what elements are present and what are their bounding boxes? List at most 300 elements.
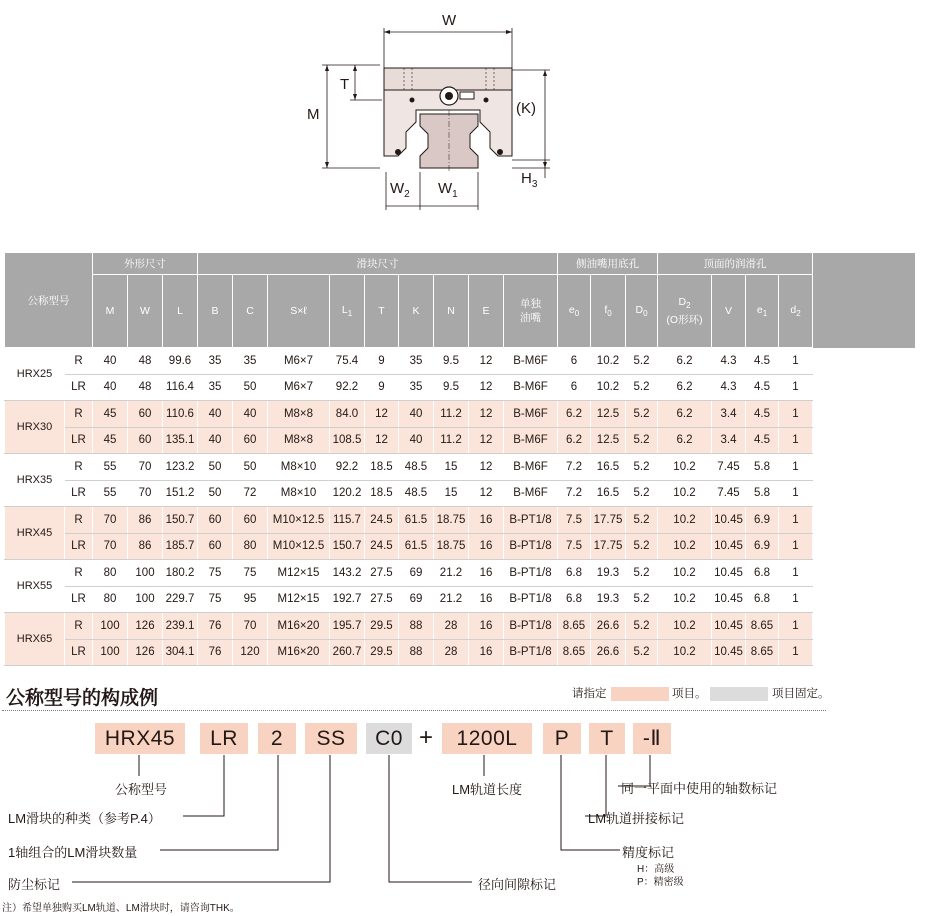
- column-header: $e_1$: [746, 275, 779, 348]
- label-joint: LM轨道拼接标记: [588, 811, 685, 826]
- table-cell: 75: [233, 560, 268, 587]
- table-cell: 70: [93, 507, 128, 534]
- table-cell: 192.7: [330, 586, 365, 613]
- table-cell: 29.5: [365, 613, 399, 640]
- table-cell: 116.4: [163, 374, 198, 401]
- table-cell: B-PT1/8: [504, 613, 558, 640]
- table-cell: 70: [93, 533, 128, 560]
- table-cell: 72: [233, 480, 268, 507]
- table-cell: 1: [779, 427, 813, 454]
- table-cell: 108.5: [330, 427, 365, 454]
- table-cell: 12: [469, 480, 504, 507]
- table-cell: 12.5: [591, 401, 626, 428]
- table-cell: 15: [434, 454, 469, 481]
- table-cell: 16.5: [591, 454, 626, 481]
- table-cell: 5.8: [746, 480, 779, 507]
- table-cell: 12: [469, 401, 504, 428]
- table-cell: 1: [779, 374, 813, 401]
- table-cell: 10.45: [712, 507, 746, 534]
- table-cell: 50: [233, 454, 268, 481]
- table-cell: 9: [365, 348, 399, 375]
- table-cell: 100: [128, 560, 163, 587]
- table-cell: 12: [365, 401, 399, 428]
- table-cell: 120.2: [330, 480, 365, 507]
- table-cell: 8.65: [746, 613, 779, 640]
- label-precision: 精度标记: [622, 845, 675, 860]
- table-cell: 12: [469, 374, 504, 401]
- table-cell: 60: [198, 507, 233, 534]
- table-cell: 3.4: [712, 427, 746, 454]
- table-cell: M16×20: [268, 613, 330, 640]
- table-cell: M8×8: [268, 427, 330, 454]
- table-cell: 1: [779, 480, 813, 507]
- table-cell: 12: [469, 348, 504, 375]
- table-cell: 9: [365, 374, 399, 401]
- table-cell: 27.5: [365, 560, 399, 587]
- table-cell: 143.2: [330, 560, 365, 587]
- table-cell: 135.1: [163, 427, 198, 454]
- table-cell: 6.2: [558, 401, 591, 428]
- table-cell: 4.5: [746, 401, 779, 428]
- table-cell: 6.8: [746, 586, 779, 613]
- label-clearance: 径向间隙标记: [478, 877, 557, 892]
- model-cell: HRX55: [5, 560, 65, 613]
- table-cell: B-M6F: [504, 401, 558, 428]
- table-cell: 12: [365, 427, 399, 454]
- table-cell: 75: [198, 586, 233, 613]
- table-cell: 18.75: [434, 533, 469, 560]
- table-cell: 6: [558, 348, 591, 375]
- table-cell: 10.45: [712, 586, 746, 613]
- label-block-count: 1轴组合的LM滑块数量: [8, 845, 138, 860]
- table-cell: 5.2: [626, 639, 658, 666]
- table-cell: 69: [399, 586, 434, 613]
- table-cell: 1: [779, 454, 813, 481]
- table-cell: 11.2: [434, 427, 469, 454]
- table-cell: 1: [779, 533, 813, 560]
- table-cell: 9.5: [434, 374, 469, 401]
- group-outer: 外形尺寸: [93, 253, 198, 275]
- table-cell: 10.2: [591, 348, 626, 375]
- table-cell: 21.2: [434, 560, 469, 587]
- table-cell: 6.2: [658, 374, 712, 401]
- table-cell: 1: [779, 401, 813, 428]
- table-cell: 185.7: [163, 533, 198, 560]
- table-cell: 1: [779, 613, 813, 640]
- table-cell: 24.5: [365, 533, 399, 560]
- model-cell: HRX25: [5, 348, 65, 401]
- table-cell: 7.45: [712, 454, 746, 481]
- table-cell: 17.75: [591, 507, 626, 534]
- table-cell: 4.5: [746, 348, 779, 375]
- table-cell: 5.2: [626, 427, 658, 454]
- legend-fixed-text: 项目固定。: [772, 688, 830, 700]
- table-cell: 60: [233, 427, 268, 454]
- table-cell: 6.8: [558, 586, 591, 613]
- table-cell: B-PT1/8: [504, 507, 558, 534]
- table-cell: 10.2: [658, 533, 712, 560]
- table-cell: 16: [469, 613, 504, 640]
- table-cell: 10.2: [591, 374, 626, 401]
- table-cell: 60: [198, 533, 233, 560]
- table-cell: 5.2: [626, 533, 658, 560]
- table-cell: 123.2: [163, 454, 198, 481]
- table-cell: M12×15: [268, 586, 330, 613]
- table-cell: 45: [93, 401, 128, 428]
- table-cell: 5.2: [626, 401, 658, 428]
- table-cell: 7.5: [558, 507, 591, 534]
- label-model: 公称型号: [115, 782, 168, 797]
- table-cell: B-M6F: [504, 480, 558, 507]
- table-cell: 10.2: [658, 613, 712, 640]
- table-cell: 26.6: [591, 639, 626, 666]
- table-cell: B-PT1/8: [504, 560, 558, 587]
- dim-k-label: (K): [516, 100, 536, 117]
- composition-box: P: [543, 723, 581, 754]
- table-cell: 75: [198, 560, 233, 587]
- table-cell: 260.7: [330, 639, 365, 666]
- table-cell: B-PT1/8: [504, 639, 558, 666]
- table-cell: 40: [93, 348, 128, 375]
- table-cell: 10.2: [658, 507, 712, 534]
- table-cell: 6.2: [658, 348, 712, 375]
- table-cell: B-M6F: [504, 374, 558, 401]
- composition-box: SS: [305, 723, 357, 754]
- table-cell: 1: [779, 586, 813, 613]
- table-cell: 5.2: [626, 480, 658, 507]
- table-cell: 40: [399, 427, 434, 454]
- table-cell: 100: [128, 586, 163, 613]
- type-cell: LR: [65, 533, 93, 560]
- table-cell: 70: [128, 454, 163, 481]
- table-cell: 126: [128, 613, 163, 640]
- column-header: $d_2$: [779, 275, 813, 348]
- table-cell: 110.6: [163, 401, 198, 428]
- label-axes: 同一平面中使用的轴数标记: [621, 781, 778, 796]
- table-cell: 5.2: [626, 613, 658, 640]
- table-cell: 120: [233, 639, 268, 666]
- table-cell: 17.75: [591, 533, 626, 560]
- table-cell: 60: [128, 401, 163, 428]
- table-cell: 35: [399, 348, 434, 375]
- table-cell: 229.7: [163, 586, 198, 613]
- table-cell: 75.4: [330, 348, 365, 375]
- dim-w2-sub: 2: [404, 189, 410, 200]
- table-cell: 35: [198, 348, 233, 375]
- table-cell: 80: [93, 586, 128, 613]
- table-cell: 5.2: [626, 507, 658, 534]
- composition-box: -Ⅱ: [633, 723, 671, 754]
- table-cell: 35: [198, 374, 233, 401]
- label-block-type: LM滑块的种类（参考P.4）: [8, 811, 161, 826]
- table-cell: M10×12.5: [268, 533, 330, 560]
- table-cell: 6.8: [746, 560, 779, 587]
- table-cell: M10×12.5: [268, 507, 330, 534]
- table-cell: 28: [434, 639, 469, 666]
- table-cell: 12.5: [591, 427, 626, 454]
- table-cell: 8.65: [558, 639, 591, 666]
- table-cell: B-M6F: [504, 427, 558, 454]
- composition-box: HRX45: [95, 723, 185, 754]
- table-cell: 60: [233, 507, 268, 534]
- table-cell: 28: [434, 613, 469, 640]
- table-cell: 86: [128, 533, 163, 560]
- table-cell: 27.5: [365, 586, 399, 613]
- table-cell: 45: [93, 427, 128, 454]
- table-cell: 1: [779, 639, 813, 666]
- table-cell: 12: [469, 427, 504, 454]
- table-cell: 4.3: [712, 348, 746, 375]
- table-cell: 84.0: [330, 401, 365, 428]
- table-cell: 5.2: [626, 348, 658, 375]
- legend-specify-text: 请指定: [572, 688, 607, 700]
- table-cell: 6.9: [746, 533, 779, 560]
- table-cell: 48: [128, 374, 163, 401]
- table-cell: 40: [93, 374, 128, 401]
- table-cell: 16.5: [591, 480, 626, 507]
- table-cell: 150.7: [330, 533, 365, 560]
- type-cell: R: [65, 454, 93, 481]
- table-cell: 126: [128, 639, 163, 666]
- type-cell: R: [65, 507, 93, 534]
- table-cell: 115.7: [330, 507, 365, 534]
- type-cell: LR: [65, 427, 93, 454]
- table-cell: 7.5: [558, 533, 591, 560]
- dim-w1-sub: 1: [452, 189, 458, 200]
- composition-box: 1200L: [442, 723, 532, 754]
- table-cell: 99.6: [163, 348, 198, 375]
- table-cell: 1: [779, 560, 813, 587]
- table-cell: 180.2: [163, 560, 198, 587]
- table-cell: 5.8: [746, 454, 779, 481]
- table-cell: 21.2: [434, 586, 469, 613]
- table-cell: 150.7: [163, 507, 198, 534]
- column-header: L: [163, 275, 198, 348]
- table-cell: 195.7: [330, 613, 365, 640]
- footnote: 注）希望单独购买LM轨道、LM滑块时，请咨询THK。: [2, 903, 240, 914]
- table-cell: 29.5: [365, 639, 399, 666]
- table-cell: 50: [233, 374, 268, 401]
- table-cell: M8×10: [268, 454, 330, 481]
- model-cell: HRX35: [5, 454, 65, 507]
- table-cell: 10.2: [658, 560, 712, 587]
- table-cell: B-M6F: [504, 348, 558, 375]
- table-cell: 80: [233, 533, 268, 560]
- type-cell: R: [65, 560, 93, 587]
- table-cell: 70: [233, 613, 268, 640]
- table-cell: 9.5: [434, 348, 469, 375]
- table-cell: M6×7: [268, 348, 330, 375]
- table-cell: 50: [198, 454, 233, 481]
- table-cell: 10.45: [712, 613, 746, 640]
- table-cell: 86: [128, 507, 163, 534]
- dim-h3-main: H: [521, 170, 532, 187]
- table-cell: 92.2: [330, 374, 365, 401]
- table-cell: 12: [469, 454, 504, 481]
- table-cell: 18.5: [365, 480, 399, 507]
- type-cell: R: [65, 613, 93, 640]
- table-cell: 304.1: [163, 639, 198, 666]
- column-header: W: [128, 275, 163, 348]
- type-cell: LR: [65, 374, 93, 401]
- table-cell: 60: [128, 427, 163, 454]
- column-header: $D_0$: [626, 275, 658, 348]
- label-precision-h: H：高级: [637, 864, 675, 875]
- composition-box: LR: [200, 723, 248, 754]
- table-cell: 6.2: [658, 427, 712, 454]
- table-cell: 15: [434, 480, 469, 507]
- table-cell: 16: [469, 586, 504, 613]
- dim-t-label: T: [340, 76, 350, 93]
- table-cell: 55: [93, 480, 128, 507]
- table-cell: 88: [399, 639, 434, 666]
- table-cell: B-M6F: [504, 454, 558, 481]
- table-cell: 48.5: [399, 454, 434, 481]
- dim-w1-main: W: [438, 180, 453, 197]
- table-cell: 24.5: [365, 507, 399, 534]
- table-cell: 80: [93, 560, 128, 587]
- table-cell: 239.1: [163, 613, 198, 640]
- table-cell: 48.5: [399, 480, 434, 507]
- table-cell: 5.2: [626, 374, 658, 401]
- label-precision-p: P：精密级: [637, 877, 684, 888]
- column-header: $D_2$ (O形环): [658, 275, 712, 348]
- legend-item-text: 项目。: [672, 688, 707, 700]
- label-dust: 防尘标记: [8, 877, 61, 892]
- table-cell: 70: [128, 480, 163, 507]
- table-cell: 1: [779, 507, 813, 534]
- table-cell: 6: [558, 374, 591, 401]
- table-cell: 7.45: [712, 480, 746, 507]
- type-cell: LR: [65, 639, 93, 666]
- table-cell: 10.2: [658, 454, 712, 481]
- table-cell: 88: [399, 613, 434, 640]
- table-cell: 16: [469, 533, 504, 560]
- composition-box: T: [589, 723, 625, 754]
- dim-w2-main: W: [390, 180, 405, 197]
- table-cell: 10.2: [658, 639, 712, 666]
- table-cell: 8.65: [746, 639, 779, 666]
- legend-gray: [710, 687, 768, 701]
- type-cell: R: [65, 401, 93, 428]
- table-cell: 92.2: [330, 454, 365, 481]
- table-cell: 1: [779, 348, 813, 375]
- table-cell: 95: [233, 586, 268, 613]
- table-cell: 100: [93, 639, 128, 666]
- table-cell: 6.2: [658, 401, 712, 428]
- column-header: 单独 油嘴: [504, 275, 558, 348]
- table-cell: 18.75: [434, 507, 469, 534]
- table-cell: 16: [469, 507, 504, 534]
- type-cell: LR: [65, 586, 93, 613]
- column-header: N: [434, 275, 469, 348]
- table-cell: 35: [399, 374, 434, 401]
- table-cell: 7.2: [558, 454, 591, 481]
- column-header: V: [712, 275, 746, 348]
- table-cell: 5.2: [626, 560, 658, 587]
- table-cell: 26.6: [591, 613, 626, 640]
- table-cell: 10.2: [658, 586, 712, 613]
- model-cell: HRX45: [5, 507, 65, 560]
- group-side: 侧油嘴用底孔: [558, 253, 658, 275]
- column-header: $f_0$: [591, 275, 626, 348]
- table-cell: 76: [198, 613, 233, 640]
- type-cell: R: [65, 348, 93, 375]
- model-header: 公称型号: [5, 253, 93, 348]
- table-cell: M6×7: [268, 374, 330, 401]
- table-cell: 5.2: [626, 586, 658, 613]
- table-cell: 10.45: [712, 560, 746, 587]
- table-cell: 10.45: [712, 533, 746, 560]
- column-header: $L_1$: [330, 275, 365, 348]
- table-cell: 4.5: [746, 374, 779, 401]
- composition-box: 2: [258, 723, 296, 754]
- label-rail-length: LM轨道长度: [452, 782, 523, 797]
- table-cell: 19.3: [591, 586, 626, 613]
- column-header: E: [469, 275, 504, 348]
- table-cell: 35: [233, 348, 268, 375]
- table-cell: 40: [198, 401, 233, 428]
- table-cell: 6.9: [746, 507, 779, 534]
- table-cell: M12×15: [268, 560, 330, 587]
- table-cell: 19.3: [591, 560, 626, 587]
- column-header: C: [233, 275, 268, 348]
- column-header: K: [399, 275, 434, 348]
- table-cell: 76: [198, 639, 233, 666]
- dim-m-label: M: [307, 106, 320, 123]
- dim-h3-sub: 3: [531, 179, 538, 190]
- table-cell: 48: [128, 348, 163, 375]
- table-cell: 40: [233, 401, 268, 428]
- table-cell: 10.2: [658, 480, 712, 507]
- column-header: B: [198, 275, 233, 348]
- column-header: S×ℓ: [268, 275, 330, 348]
- composition-box: C0: [366, 723, 412, 754]
- column-header: M: [93, 275, 128, 348]
- table-cell: 100: [93, 613, 128, 640]
- table-cell: 50: [198, 480, 233, 507]
- group-top: 顶面的润滑孔: [658, 253, 813, 275]
- table-cell: M8×8: [268, 401, 330, 428]
- composition-title: 公称型号的构成例: [6, 688, 159, 709]
- table-cell: 69: [399, 560, 434, 587]
- table-cell: 40: [198, 427, 233, 454]
- table-cell: 16: [469, 639, 504, 666]
- table-cell: 8.65: [558, 613, 591, 640]
- column-header: $e_0$: [558, 275, 591, 348]
- model-cell: HRX65: [5, 613, 65, 666]
- group-block: 滑块尺寸: [198, 253, 558, 275]
- table-cell: 40: [399, 401, 434, 428]
- table-cell: M8×10: [268, 480, 330, 507]
- type-cell: LR: [65, 480, 93, 507]
- table-cell: 16: [469, 560, 504, 587]
- table-cell: 7.2: [558, 480, 591, 507]
- table-cell: 151.2: [163, 480, 198, 507]
- table-cell: 4.3: [712, 374, 746, 401]
- table-cell: 6.2: [558, 427, 591, 454]
- table-cell: B-PT1/8: [504, 586, 558, 613]
- table-cell: 18.5: [365, 454, 399, 481]
- table-cell: 61.5: [399, 507, 434, 534]
- table-cell: 6.8: [558, 560, 591, 587]
- table-cell: 3.4: [712, 401, 746, 428]
- column-header: T: [365, 275, 399, 348]
- table-cell: 55: [93, 454, 128, 481]
- dim-w-label: W: [442, 12, 457, 29]
- table-cell: 5.2: [626, 454, 658, 481]
- table-cell: M16×20: [268, 639, 330, 666]
